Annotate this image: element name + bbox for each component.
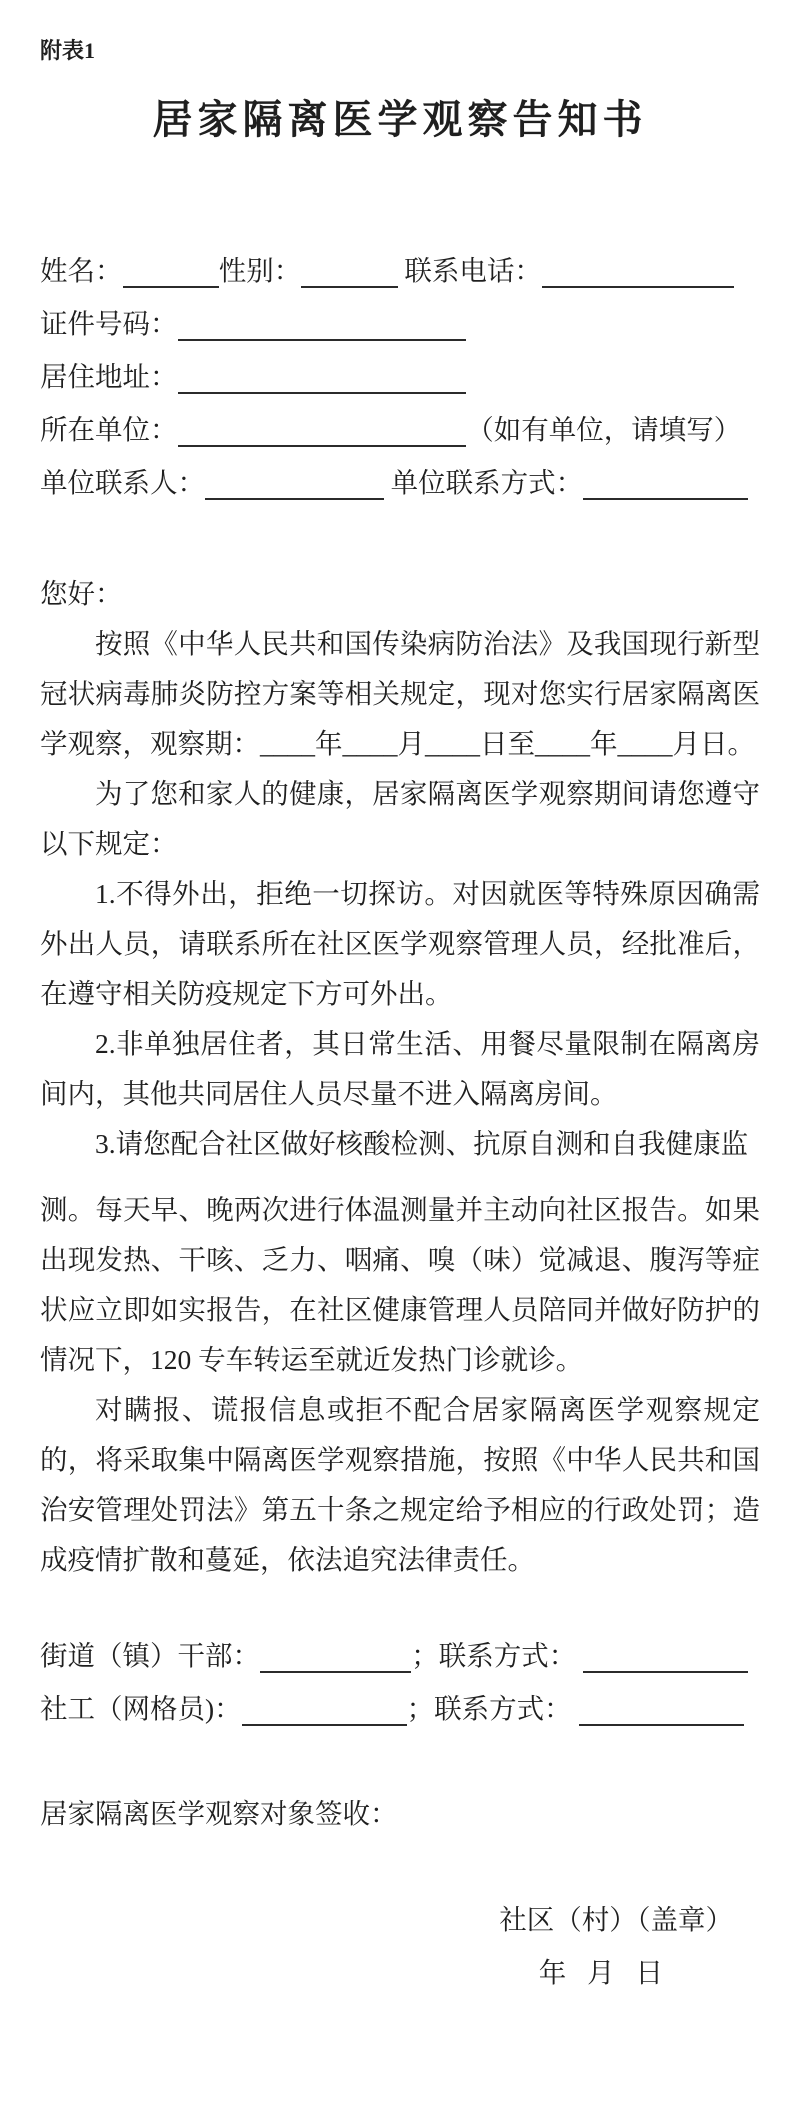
community-seal-line: 社区（村）（盖章）: [499, 1904, 733, 1935]
street-cadre-contact-blank: [583, 1640, 748, 1673]
document-title: 居家隔离医学观察告知书: [152, 97, 648, 142]
contact-rows: [40, 1629, 760, 1735]
row-social-worker: [40, 1682, 760, 1735]
row-employer-contact: [40, 456, 760, 509]
street-cadre-label: 街道（镇）干部：: [40, 1640, 260, 1671]
row-name-gender-phone: [40, 244, 760, 297]
phone-blank: [542, 255, 735, 288]
employer-contact-method-label: 单位联系方式：: [383, 467, 584, 498]
form-head: [40, 244, 760, 509]
employer-contact-method-blank: [583, 467, 748, 500]
street-cadre-contact-label: ；联系方式：: [411, 1640, 584, 1671]
row-employer: [40, 403, 760, 456]
social-worker-contact-blank: [579, 1693, 744, 1726]
social-worker-contact-label: ；联系方式：: [406, 1693, 579, 1724]
id-number-blank: [178, 308, 467, 341]
attachment-tag: 附表1: [40, 38, 96, 63]
address-blank: [178, 361, 467, 394]
employer-note: （如有单位，请填写）: [466, 414, 742, 445]
employer-contact-blank: [205, 467, 384, 500]
address-label: 居住地址：: [40, 361, 178, 392]
paragraph-rules-intro: 为了您和家人的健康，居家隔离医学观察期间请您遵守以下规定：: [40, 778, 760, 859]
social-worker-blank: [242, 1693, 407, 1726]
phone-label: 联系电话：: [397, 255, 542, 286]
row-id-number: [40, 297, 760, 350]
gender-blank: [301, 255, 397, 288]
notice-body: [40, 569, 760, 1585]
recipient-signature-line: 居家隔离医学观察对象签收：: [40, 1798, 398, 1829]
paragraph-penalty: 对瞒报、谎报信息或拒不配合居家隔离医学观察规定的，将采取集中隔离医学观察措施，按照《中华人民共和国治安管理处罚法》第五十条之规定给予相应的行政处罚；造成疫情扩散和蔓延，依法追究法律责任。: [40, 1394, 760, 1575]
date-line: 年 月 日: [538, 1957, 663, 1988]
name-label: 姓名：: [40, 255, 123, 286]
rule-item-3-continued: 测。每天早、晚两次进行体温测量并主动向社区报告。如果出现发热、干咳、乏力、咽痛、嗅（味）觉减退、腹泻等症状应立即如实报告，在社区健康管理人员陪同并做好防护的情况下，120 专车转运至就近发热门诊就诊。: [40, 1194, 760, 1375]
id-number-label: 证件号码：: [40, 308, 178, 339]
rule-item-3-start: 3.请您配合社区做好核酸检测、抗原自测和自我健康监: [95, 1128, 749, 1159]
row-address: [40, 350, 760, 403]
paragraph-legal-basis: 按照《中华人民共和国传染病防治法》及我国现行新型冠状病毒肺炎防控方案等相关规定，现对您实行居家隔离医学观察，观察期：____年____月____日至____年____月日。: [40, 628, 760, 759]
gender-label: 性别：: [218, 255, 302, 286]
rule-item-1: 1.不得外出，拒绝一切探访。对因就医等特殊原因确需外出人员，请联系所在社区医学观察管理人员，经批准后，在遵守相关防疫规定下方可外出。: [40, 878, 760, 1009]
salutation: 您好：: [40, 578, 123, 609]
employer-label: 所在单位：: [40, 414, 178, 445]
row-street-cadre: [40, 1629, 760, 1682]
street-cadre-blank: [260, 1640, 411, 1673]
employer-blank: [178, 414, 467, 447]
social-worker-label: 社工（网格员)：: [40, 1693, 242, 1724]
employer-contact-label: 单位联系人：: [40, 467, 205, 498]
name-blank: [123, 255, 219, 288]
rule-item-2: 2.非单独居住者，其日常生活、用餐尽量限制在隔离房间内，其他共同居住人员尽量不进入隔离房间。: [40, 1028, 760, 1109]
